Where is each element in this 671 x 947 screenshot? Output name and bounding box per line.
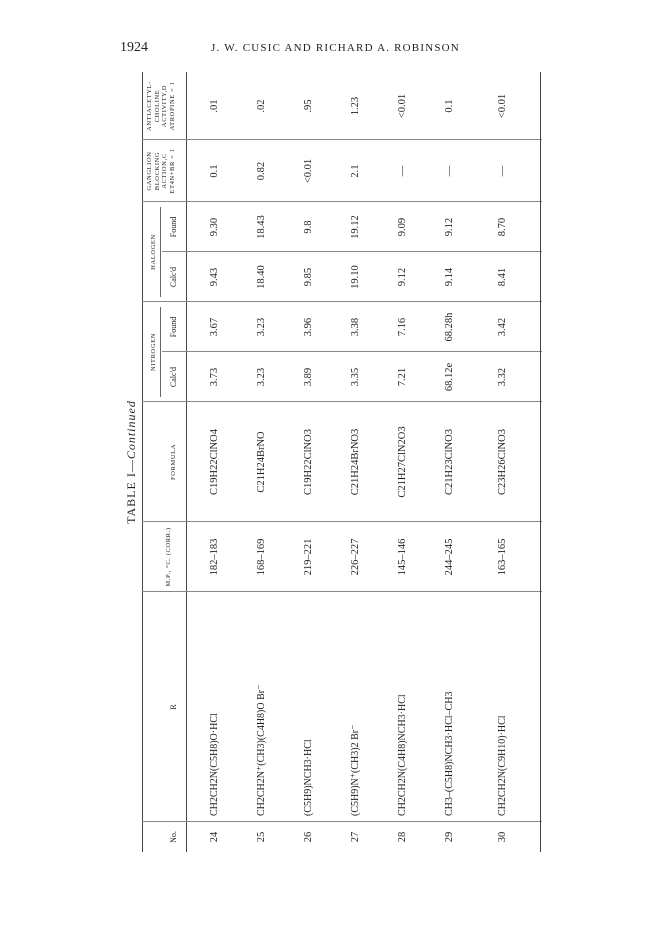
header-bottom-rule [186,72,187,852]
cell-ganglion: — [496,165,508,177]
cell-formula: C21H27ClN2O3 [396,426,408,498]
running-head-authors: J. W. CUSIC AND RICHARD A. ROBINSON [211,42,460,54]
cell-hal-calcd: 9.43 [208,267,220,287]
cell-antiacetyl: <0.01 [496,93,508,119]
cell-hal-found: 19.12 [349,215,361,239]
col-header-formula: FORMULA [170,444,177,480]
cell-n-calcd: 68.12e [443,362,455,392]
cell-r: CH2CH2N(C4H8)NCH3·HCl [396,694,408,816]
table-region [120,72,580,852]
cell-mp: 219–221 [302,538,314,576]
table-row [333,72,377,852]
cell-hal-found: 9.8 [302,220,314,234]
cell-n-calcd: 3.35 [349,367,361,387]
cell-n-found: 3.67 [208,317,220,337]
cell-mp: 226–227 [349,538,361,576]
table-caption-prefix: TABLE I— [124,459,138,524]
table-row [427,72,471,852]
table-top-rule [142,72,143,852]
running-header [120,40,551,60]
cell-formula: C23H26ClNO3 [496,429,508,495]
cell-r: (C5H9)NCH3·HCl [302,739,314,816]
page-number: 1924 [120,40,148,55]
cell-hal-calcd: 9.14 [443,267,455,287]
cell-hal-found: 18.43 [255,215,267,239]
cell-hal-calcd: 9.12 [396,267,408,287]
halogen-span-rule [160,207,161,297]
cell-mp: 244–245 [443,538,455,576]
col-header-hal-calcd: Calc'd [169,266,178,288]
cell-n-found: 3.96 [302,317,314,337]
cell-mp: 163–165 [496,538,508,576]
cell-ganglion: — [396,165,408,177]
col-header-mp: M.P., °C. (CORR.) [165,527,172,587]
cell-n-found: 3.38 [349,317,361,337]
cell-antiacetyl: 1.23 [349,96,361,116]
cell-formula: C19H22ClNO3 [302,429,314,495]
cell-r: CH2CH2N(C9H10)·HCl [496,715,508,816]
cell-n-found: 7.16 [396,317,408,337]
cell-antiacetyl: .02 [255,99,267,113]
table-bottom-rule [540,72,541,852]
cell-formula: C21H23ClNO3 [443,429,455,495]
cell-ganglion: 0.1 [208,164,220,178]
cell-mp: 168–169 [255,538,267,576]
cell-no: 25 [255,831,267,843]
col-header-nitrogen: NITROGEN [150,332,157,372]
cell-r: CH2CH2N(C5H8)O·HCl [208,713,220,816]
cell-no: 28 [396,831,408,843]
cell-antiacetyl: <0.01 [396,93,408,119]
cell-mp: 145–146 [396,538,408,576]
cell-antiacetyl: 0.1 [443,99,455,113]
cell-n-calcd: 3.89 [302,367,314,387]
cell-hal-found: 9.30 [208,217,220,237]
cell-antiacetyl: .01 [208,99,220,113]
table-row [192,72,236,852]
col-header-antiacetyl: ANTIACETYL-CHOLINE ACTIVITY,D ATROPINE = 1 [146,81,176,131]
cell-r: CH2CH2N⁺(CH3)(C4H8)O Br⁻ [255,684,267,816]
cell-n-found: 3.42 [496,317,508,337]
cell-mp: 182–183 [208,538,220,576]
table-row [239,72,283,852]
col-header-n-found: Found [169,316,178,338]
col-header-r: R [169,704,178,710]
cell-hal-calcd: 19.10 [349,265,361,289]
cell-formula: C19H22ClNO4 [208,429,220,495]
col-header-ganglion: GANGLION BLOCKING ACTION,C ET4N+BR = 1 [146,148,176,194]
cell-formula: C21H24BrNO [255,431,267,493]
cell-n-calcd: 3.23 [255,367,267,387]
cell-no: 26 [302,831,314,843]
cell-ganglion: — [443,165,455,177]
cell-hal-calcd: 8.41 [496,267,508,287]
col-header-hal-found: Found [169,216,178,238]
cell-ganglion: <0.01 [302,158,314,184]
rotated-table [120,72,580,852]
cell-no: 27 [349,831,361,843]
cell-no: 30 [496,831,508,843]
table-row [380,72,424,852]
cell-n-found: 3.23 [255,317,267,337]
cell-antiacetyl: .95 [302,99,314,113]
table-row [480,72,524,852]
table-caption [124,72,139,852]
cell-hal-found: 8.70 [496,217,508,237]
cell-hal-found: 9.12 [443,217,455,237]
cell-no: 24 [208,831,220,843]
cell-hal-calcd: 9.85 [302,267,314,287]
cell-ganglion: 0.82 [255,161,267,181]
cell-ganglion: 2.1 [349,164,361,178]
table-caption-suffix: Continued [124,400,138,460]
cell-n-calcd: 3.73 [208,367,220,387]
cell-r: CH3–(C5H8)NCH3·HCl–CH3 [443,691,455,816]
cell-n-found: 68.28h [443,312,455,342]
cell-n-calcd: 3.32 [496,367,508,387]
cell-hal-calcd: 18.40 [255,265,267,289]
nitrogen-span-rule [160,307,161,397]
cell-r: (C5H9)N⁺(CH3)2 Br⁻ [349,724,361,816]
col-header-halogen: HALOGEN [150,234,157,270]
table-row [286,72,330,852]
col-header-n-calcd: Calc'd [169,366,178,388]
cell-no: 29 [443,831,455,843]
cell-hal-found: 9.09 [396,217,408,237]
col-header-no: No. [169,831,178,843]
cell-formula: C21H24BrNO3 [349,428,361,496]
cell-n-calcd: 7.21 [396,367,408,387]
